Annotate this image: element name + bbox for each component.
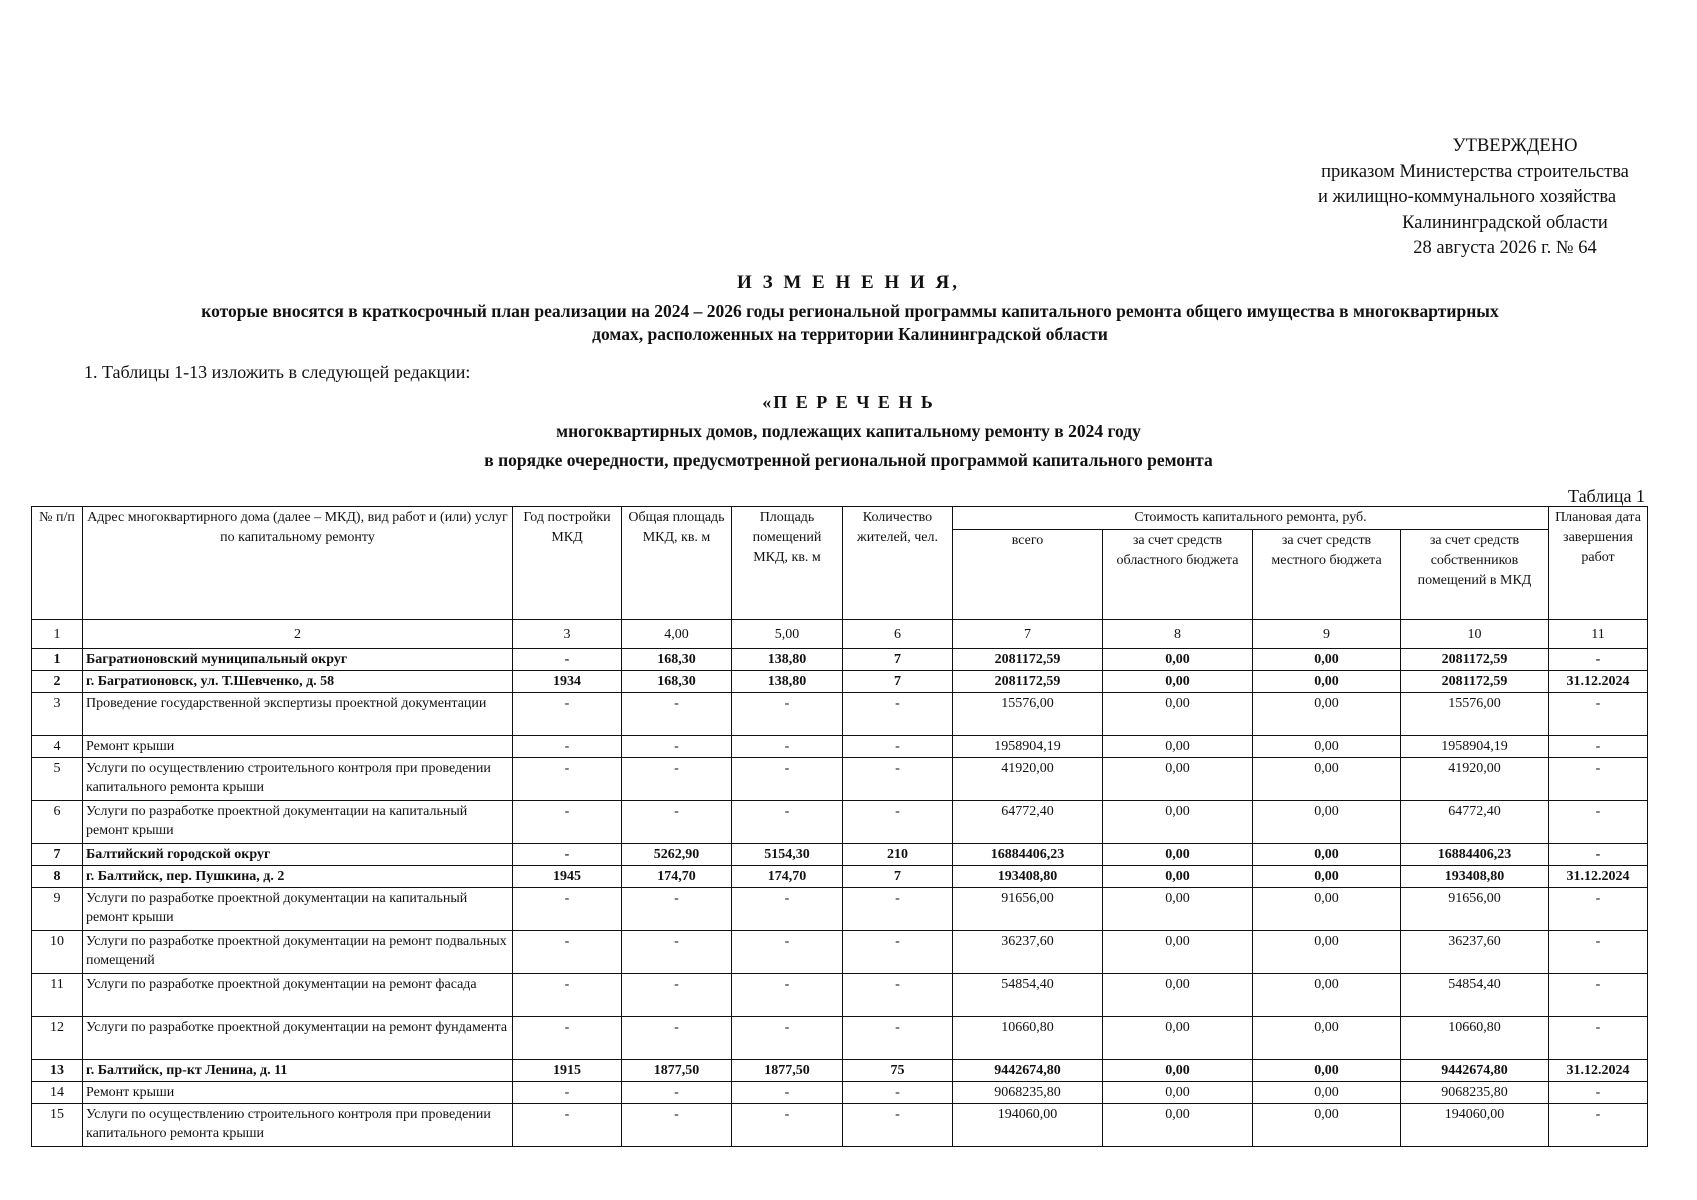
row-premises-area: -	[732, 693, 843, 736]
row-number: 12	[32, 1017, 83, 1060]
table-row	[32, 1104, 1648, 1147]
row-planned-date: -	[1549, 801, 1648, 844]
column-number: 4,00	[622, 620, 732, 649]
row-cost-total: 9068235,80	[953, 1082, 1103, 1104]
row-cost-total: 2081172,59	[953, 649, 1103, 671]
row-address: г. Балтийск, пр-кт Ленина, д. 11	[83, 1060, 513, 1082]
row-cost-local: 0,00	[1253, 866, 1401, 888]
row-premises-area: -	[732, 974, 843, 1017]
row-number: 3	[32, 693, 83, 736]
row-number: 4	[32, 736, 83, 758]
table-row	[32, 974, 1648, 1017]
approval-line-5: 28 августа 2026 г. № 64	[1413, 238, 1597, 258]
row-premises-area: 5154,30	[732, 844, 843, 866]
row-cost-regional: 0,00	[1103, 866, 1253, 888]
row-cost-total: 9442674,80	[953, 1060, 1103, 1082]
row-planned-date: -	[1549, 1017, 1648, 1060]
row-premises-area: -	[732, 931, 843, 974]
row-year: 1934	[513, 671, 622, 693]
row-cost-regional: 0,00	[1103, 736, 1253, 758]
table-row	[32, 693, 1648, 736]
approval-line-2: приказом Министерства строительства	[1321, 161, 1629, 182]
row-residents: -	[843, 888, 953, 931]
row-year: -	[513, 758, 622, 801]
row-year: -	[513, 736, 622, 758]
row-cost-regional: 0,00	[1103, 844, 1253, 866]
row-cost-owners: 36237,60	[1401, 931, 1549, 974]
row-cost-total: 2081172,59	[953, 671, 1103, 693]
table-row	[32, 758, 1648, 801]
row-address: Услуги по осуществлению строительного контроля при проведении капитального ремонта крыши	[83, 1104, 513, 1147]
header-num: № п/п	[32, 507, 83, 620]
row-residents: -	[843, 758, 953, 801]
row-cost-owners: 2081172,59	[1401, 649, 1549, 671]
row-cost-total: 91656,00	[953, 888, 1103, 931]
row-number: 15	[32, 1104, 83, 1147]
header-planned-date: Плановая дата завершения работ	[1549, 507, 1648, 620]
table-row	[32, 736, 1648, 758]
row-premises-area: -	[732, 1017, 843, 1060]
row-cost-regional: 0,00	[1103, 1060, 1253, 1082]
row-cost-total: 10660,80	[953, 1017, 1103, 1060]
row-cost-regional: 0,00	[1103, 888, 1253, 931]
row-cost-local: 0,00	[1253, 1060, 1401, 1082]
row-cost-owners: 10660,80	[1401, 1017, 1549, 1060]
row-total-area: -	[622, 736, 732, 758]
table-row	[32, 671, 1648, 693]
list-title: «П Е Р Е Ч Е Н Ь	[762, 392, 935, 412]
row-cost-local: 0,00	[1253, 974, 1401, 1017]
row-year: -	[513, 693, 622, 736]
row-cost-total: 193408,80	[953, 866, 1103, 888]
header-residents: Количество жителей, чел.	[843, 507, 953, 620]
row-year: -	[513, 974, 622, 1017]
row-number: 2	[32, 671, 83, 693]
row-cost-owners: 2081172,59	[1401, 671, 1549, 693]
row-number: 14	[32, 1082, 83, 1104]
row-year: -	[513, 801, 622, 844]
approval-stamp	[1205, 134, 1665, 262]
row-cost-local: 0,00	[1253, 758, 1401, 801]
column-number: 5,00	[732, 620, 843, 649]
row-cost-owners: 1958904,19	[1401, 736, 1549, 758]
row-residents: -	[843, 1017, 953, 1060]
row-cost-owners: 91656,00	[1401, 888, 1549, 931]
row-total-area: -	[622, 1017, 732, 1060]
row-year: -	[513, 931, 622, 974]
row-premises-area: -	[732, 758, 843, 801]
row-cost-owners: 193408,80	[1401, 866, 1549, 888]
row-total-area: -	[622, 1082, 732, 1104]
row-number: 1	[32, 649, 83, 671]
row-premises-area: 138,80	[732, 671, 843, 693]
row-total-area: 168,30	[622, 649, 732, 671]
row-address: Ремонт крыши	[83, 736, 513, 758]
column-number: 1	[32, 620, 83, 649]
row-cost-owners: 41920,00	[1401, 758, 1549, 801]
row-premises-area: -	[732, 1104, 843, 1147]
row-residents: -	[843, 1104, 953, 1147]
changes-title: И З М Е Н Е Н И Я,	[737, 272, 960, 293]
header-cost-local: за счет средств местного бюджета	[1253, 530, 1401, 620]
row-cost-local: 0,00	[1253, 649, 1401, 671]
header-cost-owners: за счет средств собственников помещений в МКД	[1401, 530, 1549, 620]
list-subtitle-line-1: многоквартирных домов, подлежащих капитальному ремонту в 2024 году	[556, 421, 1141, 441]
row-cost-local: 0,00	[1253, 1082, 1401, 1104]
changes-subtitle-line-2: домах, расположенных на территории Калининградской области	[592, 324, 1108, 344]
row-cost-regional: 0,00	[1103, 931, 1253, 974]
instruction-text: 1. Таблицы 1-13 изложить в следующей редакции:	[84, 362, 471, 382]
row-number: 11	[32, 974, 83, 1017]
row-address: Услуги по осуществлению строительного контроля при проведении капитального ремонта крыши	[83, 758, 513, 801]
row-residents: 7	[843, 671, 953, 693]
row-address: Балтийский городской округ	[83, 844, 513, 866]
row-cost-total: 194060,00	[953, 1104, 1103, 1147]
row-cost-total: 64772,40	[953, 801, 1103, 844]
row-planned-date: -	[1549, 844, 1648, 866]
row-premises-area: 1877,50	[732, 1060, 843, 1082]
row-year: -	[513, 888, 622, 931]
row-total-area: -	[622, 1104, 732, 1147]
row-residents: 7	[843, 649, 953, 671]
row-cost-local: 0,00	[1253, 1017, 1401, 1060]
row-cost-regional: 0,00	[1103, 649, 1253, 671]
row-year: -	[513, 1082, 622, 1104]
row-year: -	[513, 649, 622, 671]
row-total-area: 5262,90	[622, 844, 732, 866]
column-number: 11	[1549, 620, 1648, 649]
row-cost-total: 16884406,23	[953, 844, 1103, 866]
row-planned-date: 31.12.2024	[1549, 1060, 1648, 1082]
row-cost-regional: 0,00	[1103, 671, 1253, 693]
row-total-area: -	[622, 931, 732, 974]
column-number: 3	[513, 620, 622, 649]
row-planned-date: -	[1549, 736, 1648, 758]
row-total-area: -	[622, 801, 732, 844]
column-number: 8	[1103, 620, 1253, 649]
row-year: -	[513, 1017, 622, 1060]
changes-subtitle-line-1: которые вносятся в краткосрочный план реализации на 2024 – 2026 годы региональной программы капитального ремонта общего имущества в многоквартирных	[201, 301, 1499, 321]
table-row	[32, 888, 1648, 931]
row-total-area: -	[622, 693, 732, 736]
row-premises-area: 138,80	[732, 649, 843, 671]
column-number: 6	[843, 620, 953, 649]
capital-repair-table	[31, 506, 1648, 1147]
row-residents: -	[843, 736, 953, 758]
row-number: 10	[32, 931, 83, 974]
row-residents: -	[843, 931, 953, 974]
row-cost-local: 0,00	[1253, 1104, 1401, 1147]
row-address: Услуги по разработке проектной документации на капитальный ремонт крыши	[83, 801, 513, 844]
row-number: 8	[32, 866, 83, 888]
row-address: Багратионовский муниципальный округ	[83, 649, 513, 671]
approval-line-1: УТВЕРЖДЕНО	[1452, 136, 1578, 156]
row-total-area: -	[622, 758, 732, 801]
row-cost-regional: 0,00	[1103, 758, 1253, 801]
row-premises-area: -	[732, 736, 843, 758]
row-cost-owners: 16884406,23	[1401, 844, 1549, 866]
column-number-row	[32, 620, 1648, 649]
row-planned-date: -	[1549, 758, 1648, 801]
row-cost-regional: 0,00	[1103, 1104, 1253, 1147]
row-residents: 7	[843, 866, 953, 888]
row-cost-local: 0,00	[1253, 693, 1401, 736]
row-cost-regional: 0,00	[1103, 1017, 1253, 1060]
row-residents: -	[843, 693, 953, 736]
row-address: г. Балтийск, пер. Пушкина, д. 2	[83, 866, 513, 888]
row-cost-total: 41920,00	[953, 758, 1103, 801]
row-cost-local: 0,00	[1253, 671, 1401, 693]
row-number: 13	[32, 1060, 83, 1082]
row-planned-date: -	[1549, 1104, 1648, 1147]
header-cost-group: Стоимость капитального ремонта, руб.	[953, 507, 1549, 530]
approval-line-4: Калининградской области	[1402, 212, 1608, 233]
row-premises-area: -	[732, 888, 843, 931]
row-year: -	[513, 844, 622, 866]
table-row	[32, 801, 1648, 844]
row-address: Услуги по разработке проектной документации на ремонт фундамента	[83, 1017, 513, 1060]
row-planned-date: -	[1549, 974, 1648, 1017]
row-number: 6	[32, 801, 83, 844]
row-planned-date: -	[1549, 931, 1648, 974]
table-row	[32, 1017, 1648, 1060]
row-year: 1915	[513, 1060, 622, 1082]
row-residents: -	[843, 1082, 953, 1104]
row-number: 7	[32, 844, 83, 866]
table-header-row	[32, 507, 1648, 530]
row-address: г. Багратионовск, ул. Т.Шевченко, д. 58	[83, 671, 513, 693]
approval-line-3: и жилищно-коммунального хозяйства	[1317, 187, 1617, 207]
row-cost-total: 15576,00	[953, 693, 1103, 736]
table-row	[32, 1060, 1648, 1082]
row-cost-owners: 15576,00	[1401, 693, 1549, 736]
row-cost-owners: 194060,00	[1401, 1104, 1549, 1147]
row-premises-area: -	[732, 1082, 843, 1104]
row-cost-regional: 0,00	[1103, 974, 1253, 1017]
row-address: Услуги по разработке проектной документации на ремонт подвальных помещений	[83, 931, 513, 974]
row-cost-regional: 0,00	[1103, 801, 1253, 844]
row-cost-regional: 0,00	[1103, 1082, 1253, 1104]
table-label: Таблица 1	[1568, 486, 1645, 506]
header-cost-regional: за счет средств областного бюджета	[1103, 530, 1253, 620]
row-cost-total: 1958904,19	[953, 736, 1103, 758]
row-premises-area: 174,70	[732, 866, 843, 888]
table-body	[32, 649, 1648, 1147]
row-cost-regional: 0,00	[1103, 693, 1253, 736]
row-cost-local: 0,00	[1253, 931, 1401, 974]
table-row	[32, 866, 1648, 888]
row-address: Ремонт крыши	[83, 1082, 513, 1104]
row-cost-local: 0,00	[1253, 736, 1401, 758]
row-cost-local: 0,00	[1253, 844, 1401, 866]
row-planned-date: -	[1549, 888, 1648, 931]
row-premises-area: -	[732, 801, 843, 844]
row-cost-local: 0,00	[1253, 888, 1401, 931]
column-number: 10	[1401, 620, 1549, 649]
table-row	[32, 931, 1648, 974]
header-year: Год постройки МКД	[513, 507, 622, 620]
header-total-area: Общая площадь МКД, кв. м	[622, 507, 732, 620]
table-row	[32, 1082, 1648, 1104]
changes-subtitle	[60, 300, 1640, 346]
row-address: Проведение государственной экспертизы проектной документации	[83, 693, 513, 736]
row-cost-total: 36237,60	[953, 931, 1103, 974]
list-subtitle-line-2: в порядке очередности, предусмотренной региональной программой капитального ремонта	[484, 450, 1213, 470]
row-cost-owners: 64772,40	[1401, 801, 1549, 844]
row-address: Услуги по разработке проектной документации на капитальный ремонт крыши	[83, 888, 513, 931]
row-planned-date: -	[1549, 649, 1648, 671]
table-row	[32, 649, 1648, 671]
row-year: -	[513, 1104, 622, 1147]
row-total-area: 168,30	[622, 671, 732, 693]
row-number: 5	[32, 758, 83, 801]
row-cost-local: 0,00	[1253, 801, 1401, 844]
row-planned-date: 31.12.2024	[1549, 866, 1648, 888]
column-number: 7	[953, 620, 1103, 649]
header-address: Адрес многоквартирного дома (далее – МКД), вид работ и (или) услуг по капитальному ремонту	[83, 507, 513, 620]
row-planned-date: -	[1549, 693, 1648, 736]
row-cost-owners: 54854,40	[1401, 974, 1549, 1017]
row-total-area: -	[622, 974, 732, 1017]
column-number: 9	[1253, 620, 1401, 649]
row-residents: 210	[843, 844, 953, 866]
header-premises-area: Площадь помещений МКД, кв. м	[732, 507, 843, 620]
table-row	[32, 844, 1648, 866]
row-cost-owners: 9442674,80	[1401, 1060, 1549, 1082]
row-year: 1945	[513, 866, 622, 888]
row-number: 9	[32, 888, 83, 931]
row-cost-total: 54854,40	[953, 974, 1103, 1017]
row-address: Услуги по разработке проектной документации на ремонт фасада	[83, 974, 513, 1017]
list-subtitle	[0, 417, 1697, 475]
row-planned-date: 31.12.2024	[1549, 671, 1648, 693]
row-total-area: 174,70	[622, 866, 732, 888]
column-number: 2	[83, 620, 513, 649]
row-planned-date: -	[1549, 1082, 1648, 1104]
row-total-area: -	[622, 888, 732, 931]
row-total-area: 1877,50	[622, 1060, 732, 1082]
row-residents: -	[843, 801, 953, 844]
row-residents: -	[843, 974, 953, 1017]
row-residents: 75	[843, 1060, 953, 1082]
row-cost-owners: 9068235,80	[1401, 1082, 1549, 1104]
header-cost-total: всего	[953, 530, 1103, 620]
